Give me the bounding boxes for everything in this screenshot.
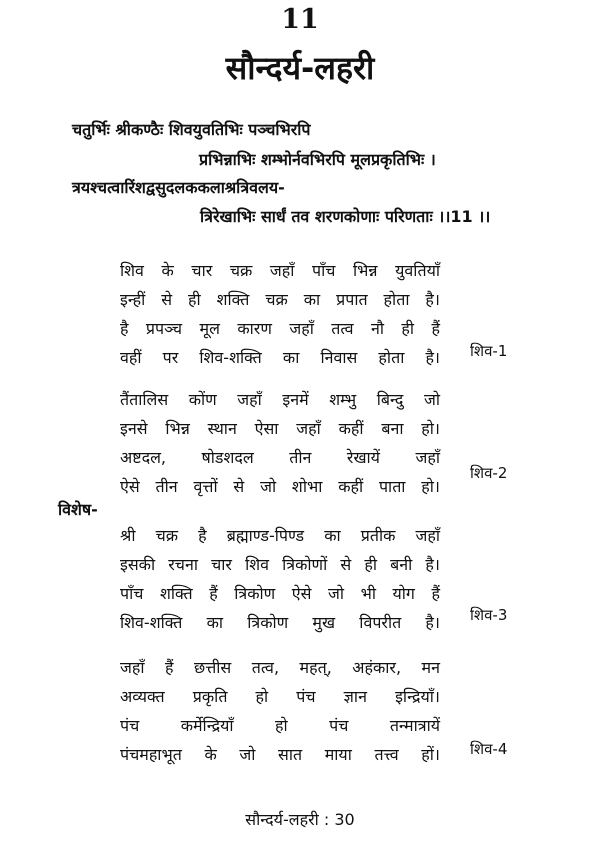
verse-line: पंचमहाभूत के जो सात माया तत्त्व हों। [120, 745, 440, 764]
page-footer: सौन्दर्य-लहरी : 30 [245, 810, 355, 829]
stanza-tag-3: शिव-3 [470, 606, 508, 624]
verse-line: इनसे भिन्न स्थान ऐसा जहाँ कहीं बना हो। [120, 419, 440, 438]
shloka-line-2: प्रभिन्नाभिः शम्भोर्नवभिरपि मूलप्रकृतिभिः । [199, 150, 436, 169]
verse-line: तैंतालिस कोंण जहाँ इनमें शम्भु बिन्दु जो [120, 390, 440, 409]
verse-line: है प्रपञ्च मूल कारण जहाँ तत्व नौ ही हैं [120, 319, 440, 338]
verse-line: पाँच शक्ति हैं त्रिकोण ऐसे जो भी योग हैं [120, 584, 440, 603]
page-title: सौन्दर्य-लहरी [225, 49, 375, 87]
verse-line: वहीं पर शिव-शक्ति का निवास होता है। [120, 348, 440, 367]
verse-line: अष्टदल, षोडशदल तीन रेखायें जहाँ [120, 448, 440, 467]
verse-line: जहाँ हैं छत्तीस तत्व, महत्, अहंकार, मन [120, 658, 440, 677]
hindi-stanza-3 [120, 521, 440, 637]
verse-line: श्री चक्र है ब्रह्माण्ड-पिण्ड का प्रतीक जहाँ [120, 526, 440, 545]
vishesh-heading: विशेष- [58, 500, 98, 519]
stanza-tag-2: शिव-2 [470, 464, 508, 482]
verse-line: ऐसे तीन वृत्तों से जो शोभा कहीं पाता हो। [120, 477, 440, 496]
shloka-line-3: त्रयश्चत्वारिंशद्वसुदलककलाश्रत्रिवलय- [72, 178, 285, 197]
hindi-stanza-1 [120, 256, 440, 372]
verse-line: इसकी रचना चार शिव त्रिकोणों से ही बनी है। [120, 555, 440, 574]
stanza-tag-1: शिव-1 [470, 342, 508, 360]
verse-line: अव्यक्त प्रकृति हो पंच ज्ञान इन्द्रियाँ। [120, 687, 440, 706]
verse-line: पंच कर्मेन्द्रियाँ हो पंच तन्मात्रायें [120, 716, 440, 735]
shloka-line-1: चतुर्भिः श्रीकण्ठैः शिवयुवतिभिः पञ्चभिरपि [72, 120, 311, 139]
hindi-stanza-2 [120, 385, 440, 501]
page-number: 11 [281, 4, 319, 35]
verse-line: इन्हीं से ही शक्ति चक्र का प्रपात होता है। [120, 290, 440, 309]
stanza-tag-4: शिव-4 [470, 740, 508, 758]
verse-line: शिव के चार चक्र जहाँ पाँच भिन्न युवतियाँ [120, 261, 440, 280]
verse-line: शिव-शक्ति का त्रिकोण मुख विपरीत है। [120, 613, 440, 632]
shloka-line-4: त्रिरेखाभिः सार्धं तव शरणकोणाः परिणताः ।।11 ।। [200, 207, 491, 226]
hindi-stanza-4 [120, 653, 440, 769]
